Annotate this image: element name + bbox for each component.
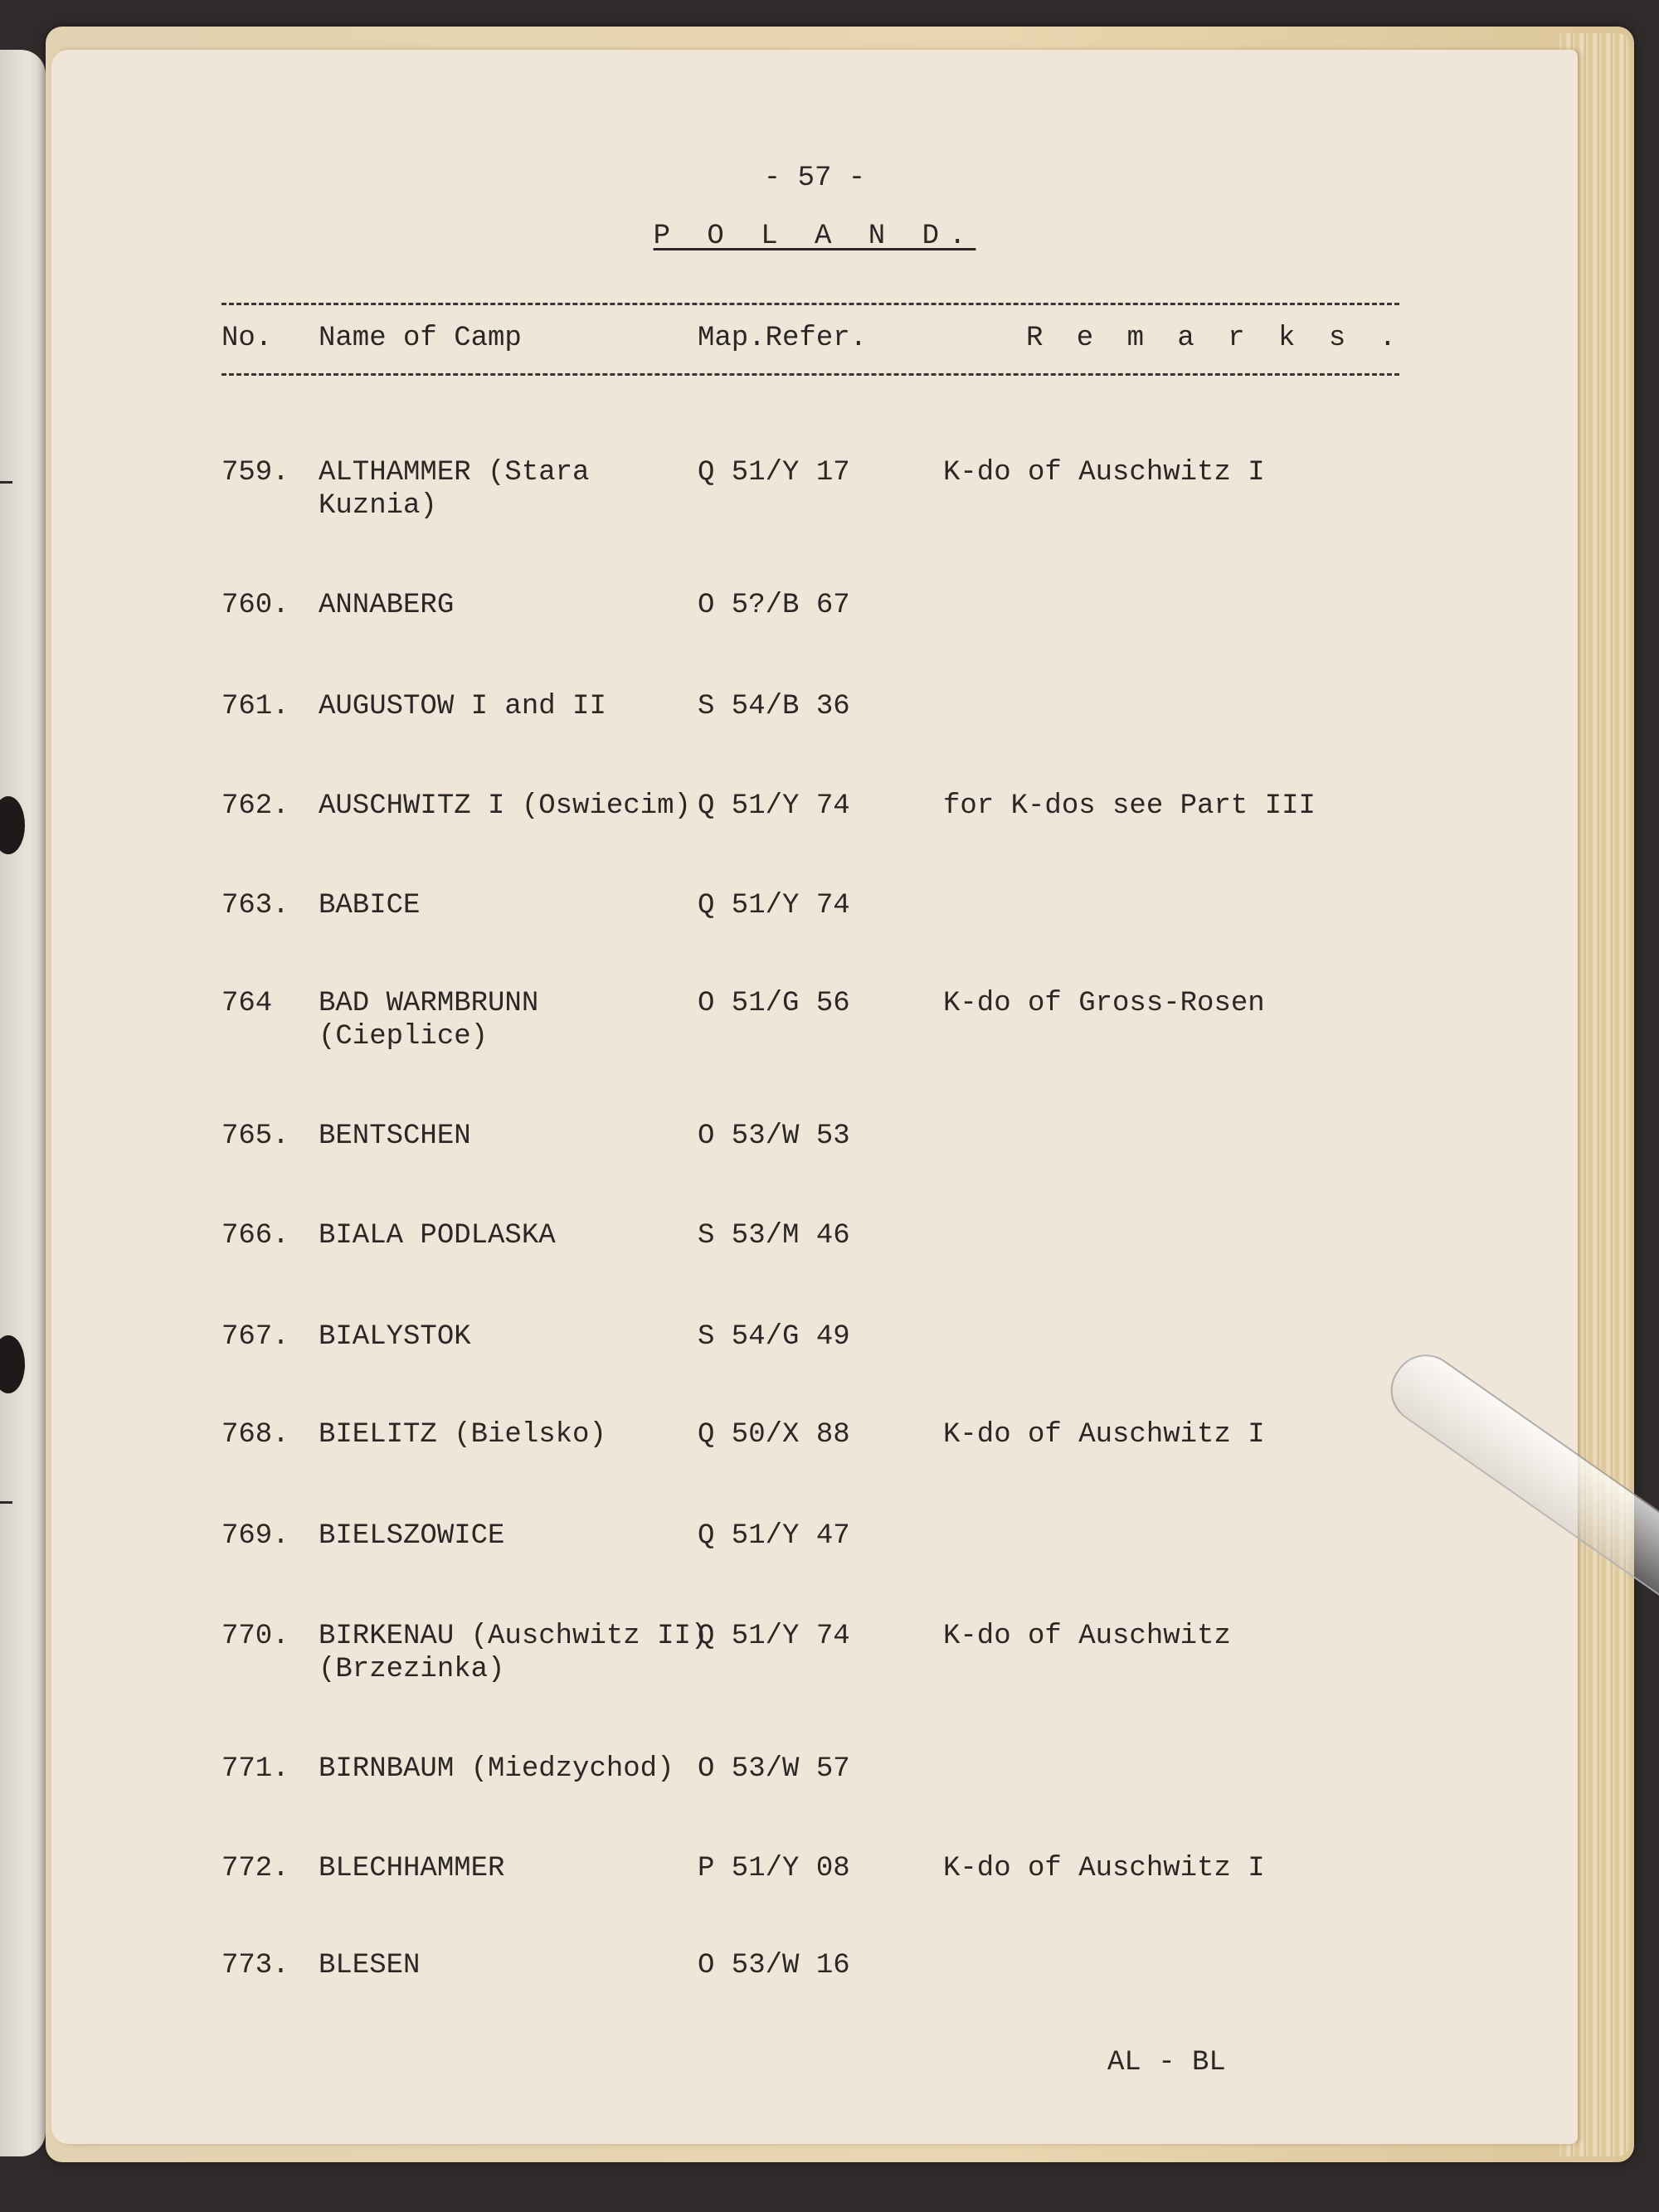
camp-row <box>51 690 1578 765</box>
camp-name: BIELSZOWICE <box>319 1520 505 1552</box>
camp-name: BIRKENAU (Auschwitz II) (Brzezinka) <box>319 1621 708 1685</box>
remarks: K-do of Auschwitz <box>943 1621 1231 1652</box>
row-number: 759. <box>221 457 289 489</box>
map-reference: O 53/W 57 <box>698 1753 850 1785</box>
header-map-reference: Map.Refer. <box>698 323 868 354</box>
row-number: 768. <box>221 1419 289 1451</box>
camp-row <box>51 1219 1578 1294</box>
camp-row <box>51 1519 1578 1594</box>
camp-name: BABICE <box>319 890 421 921</box>
camp-name: BLESEN <box>319 1950 421 1981</box>
map-reference: S 53/M 46 <box>698 1220 850 1252</box>
row-number: 770. <box>221 1621 289 1652</box>
camp-name: AUSCHWITZ I (Oswiecim) <box>319 790 691 822</box>
map-reference: S 54/G 49 <box>698 1321 850 1353</box>
map-reference: Q 51/Y 74 <box>698 790 850 822</box>
map-reference: O 53/W 16 <box>698 1950 850 1981</box>
map-reference: Q 50/X 88 <box>698 1419 850 1451</box>
row-number: 766. <box>221 1220 289 1252</box>
camp-row <box>51 1949 1578 2024</box>
remarks: K-do of Auschwitz I <box>943 1419 1265 1451</box>
map-reference: Q 51/Y 17 <box>698 457 850 489</box>
row-number: 767. <box>221 1321 289 1353</box>
row-number: 773. <box>221 1950 289 1981</box>
camp-name: ANNABERG <box>319 590 455 621</box>
camp-name: ALTHAMMER (Stara Kuznia) <box>319 457 590 522</box>
binder-hole <box>0 796 25 854</box>
page-tab-line <box>0 1501 12 1504</box>
map-reference: Q 51/Y 47 <box>698 1520 850 1552</box>
row-number: 761. <box>221 691 289 722</box>
map-reference: P 51/Y 08 <box>698 1853 850 1884</box>
page-tab-line <box>0 481 12 484</box>
remarks: K-do of Auschwitz I <box>943 1853 1265 1884</box>
camp-name: BIALA PODLASKA <box>319 1220 556 1252</box>
camp-name: BIRNBAUM (Miedzychod) <box>319 1753 674 1785</box>
camp-name: BAD WARMBRUNN (Cieplice) <box>319 988 539 1053</box>
header-divider-top <box>221 303 1399 305</box>
camp-row <box>51 589 1578 664</box>
camp-row <box>51 1320 1578 1395</box>
map-reference: Q 51/Y 74 <box>698 1621 850 1652</box>
remarks: for K-dos see Part III <box>943 790 1316 822</box>
map-reference: O 51/G 56 <box>698 988 850 1019</box>
row-number: 765. <box>221 1121 289 1152</box>
map-reference: O 53/W 53 <box>698 1121 850 1152</box>
header-name: Name of Camp <box>319 323 522 354</box>
page-number: - 57 - <box>763 163 866 194</box>
binder-hole <box>0 1335 25 1393</box>
camp-name: BIELITZ (Bielsko) <box>319 1419 606 1451</box>
header-remarks: R e m a r k s . <box>1026 323 1405 354</box>
row-number: 769. <box>221 1520 289 1552</box>
row-number: 760. <box>221 590 289 621</box>
alphabetical-range: AL - BL <box>1107 2047 1226 2078</box>
row-number: 763. <box>221 890 289 921</box>
remarks: K-do of Gross-Rosen <box>943 988 1265 1019</box>
row-number: 771. <box>221 1753 289 1785</box>
country-heading: P O L A N D. <box>653 221 976 252</box>
camp-row <box>51 1120 1578 1194</box>
row-number: 772. <box>221 1853 289 1884</box>
row-number: 764 <box>221 988 273 1019</box>
header-divider-bottom <box>221 373 1399 376</box>
camp-row <box>51 790 1578 864</box>
row-number: 762. <box>221 790 289 822</box>
camp-row <box>51 889 1578 964</box>
camp-name: BENTSCHEN <box>319 1121 471 1152</box>
header-no: No. <box>221 323 273 354</box>
camp-row <box>51 456 1578 531</box>
camp-name: BIALYSTOK <box>319 1321 471 1353</box>
camp-row <box>51 987 1578 1062</box>
camp-row <box>51 1418 1578 1493</box>
map-reference: Q 51/Y 74 <box>698 890 850 921</box>
remarks: K-do of Auschwitz I <box>943 457 1265 489</box>
document-page <box>51 50 1578 2144</box>
facing-page-edge <box>0 50 46 2156</box>
camp-name: AUGUSTOW I and II <box>319 691 606 722</box>
camp-row <box>51 1753 1578 1827</box>
camp-name: BLECHHAMMER <box>319 1853 505 1884</box>
map-reference: S 54/B 36 <box>698 691 850 722</box>
camp-row <box>51 1852 1578 1927</box>
map-reference: O 5?/B 67 <box>698 590 850 621</box>
camp-row <box>51 1620 1578 1694</box>
